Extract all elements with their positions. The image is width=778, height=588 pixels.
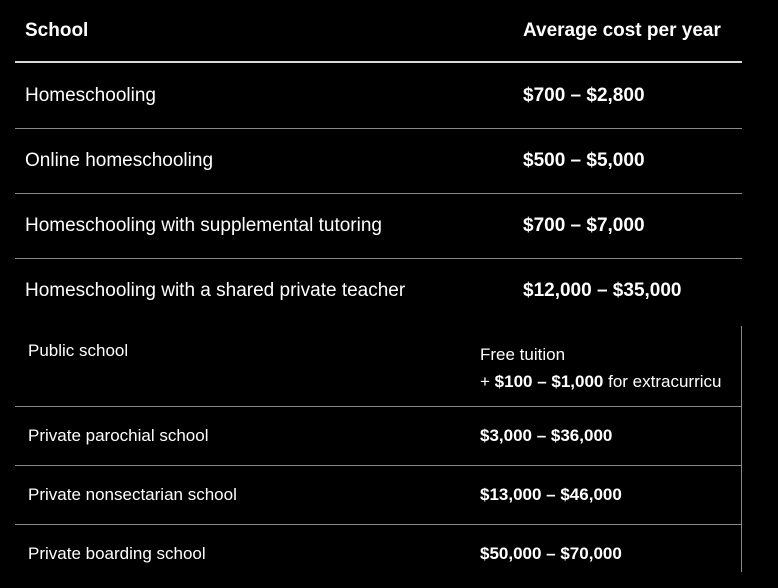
table-row bbox=[15, 525, 742, 572]
school-name: Homeschooling bbox=[25, 85, 156, 106]
table-row bbox=[15, 129, 742, 194]
cost-value: $700 – $2,800 bbox=[523, 85, 645, 106]
cost-value: $13,000 – $46,000 bbox=[480, 485, 622, 504]
school-name: Private boarding school bbox=[28, 544, 206, 563]
cost-column-header: Average cost per year bbox=[523, 20, 721, 41]
cost-value: $50,000 – $70,000 bbox=[480, 544, 622, 563]
cost-line-extracurricular bbox=[480, 368, 741, 395]
table-row bbox=[15, 466, 742, 525]
cost-value: $12,000 – $35,000 bbox=[523, 280, 682, 301]
table-row bbox=[15, 326, 742, 407]
cost-line-tuition: Free tuition bbox=[480, 345, 566, 364]
cost-value: $700 – $7,000 bbox=[523, 215, 645, 236]
table-header-row bbox=[15, 0, 742, 63]
cost-suffix: for extracurricu bbox=[603, 372, 722, 391]
table-row bbox=[15, 194, 742, 259]
table-row bbox=[15, 407, 742, 466]
school-name: Public school bbox=[28, 341, 129, 360]
school-name: Online homeschooling bbox=[25, 150, 214, 171]
cost-value: $500 – $5,000 bbox=[523, 150, 645, 171]
school-name: Private parochial school bbox=[28, 426, 209, 445]
school-column-header: School bbox=[25, 20, 89, 41]
cost-range: $100 – $1,000 bbox=[494, 372, 604, 391]
school-name: Private nonsectarian school bbox=[28, 485, 237, 504]
table-row bbox=[15, 64, 742, 129]
cost-prefix: + bbox=[480, 372, 495, 391]
cost-value bbox=[480, 341, 741, 395]
school-name: Homeschooling with supplemental tutoring bbox=[25, 215, 382, 236]
cost-value: $3,000 – $36,000 bbox=[480, 426, 613, 445]
table-row bbox=[15, 259, 742, 325]
school-name: Homeschooling with a shared private teacher bbox=[25, 280, 406, 301]
